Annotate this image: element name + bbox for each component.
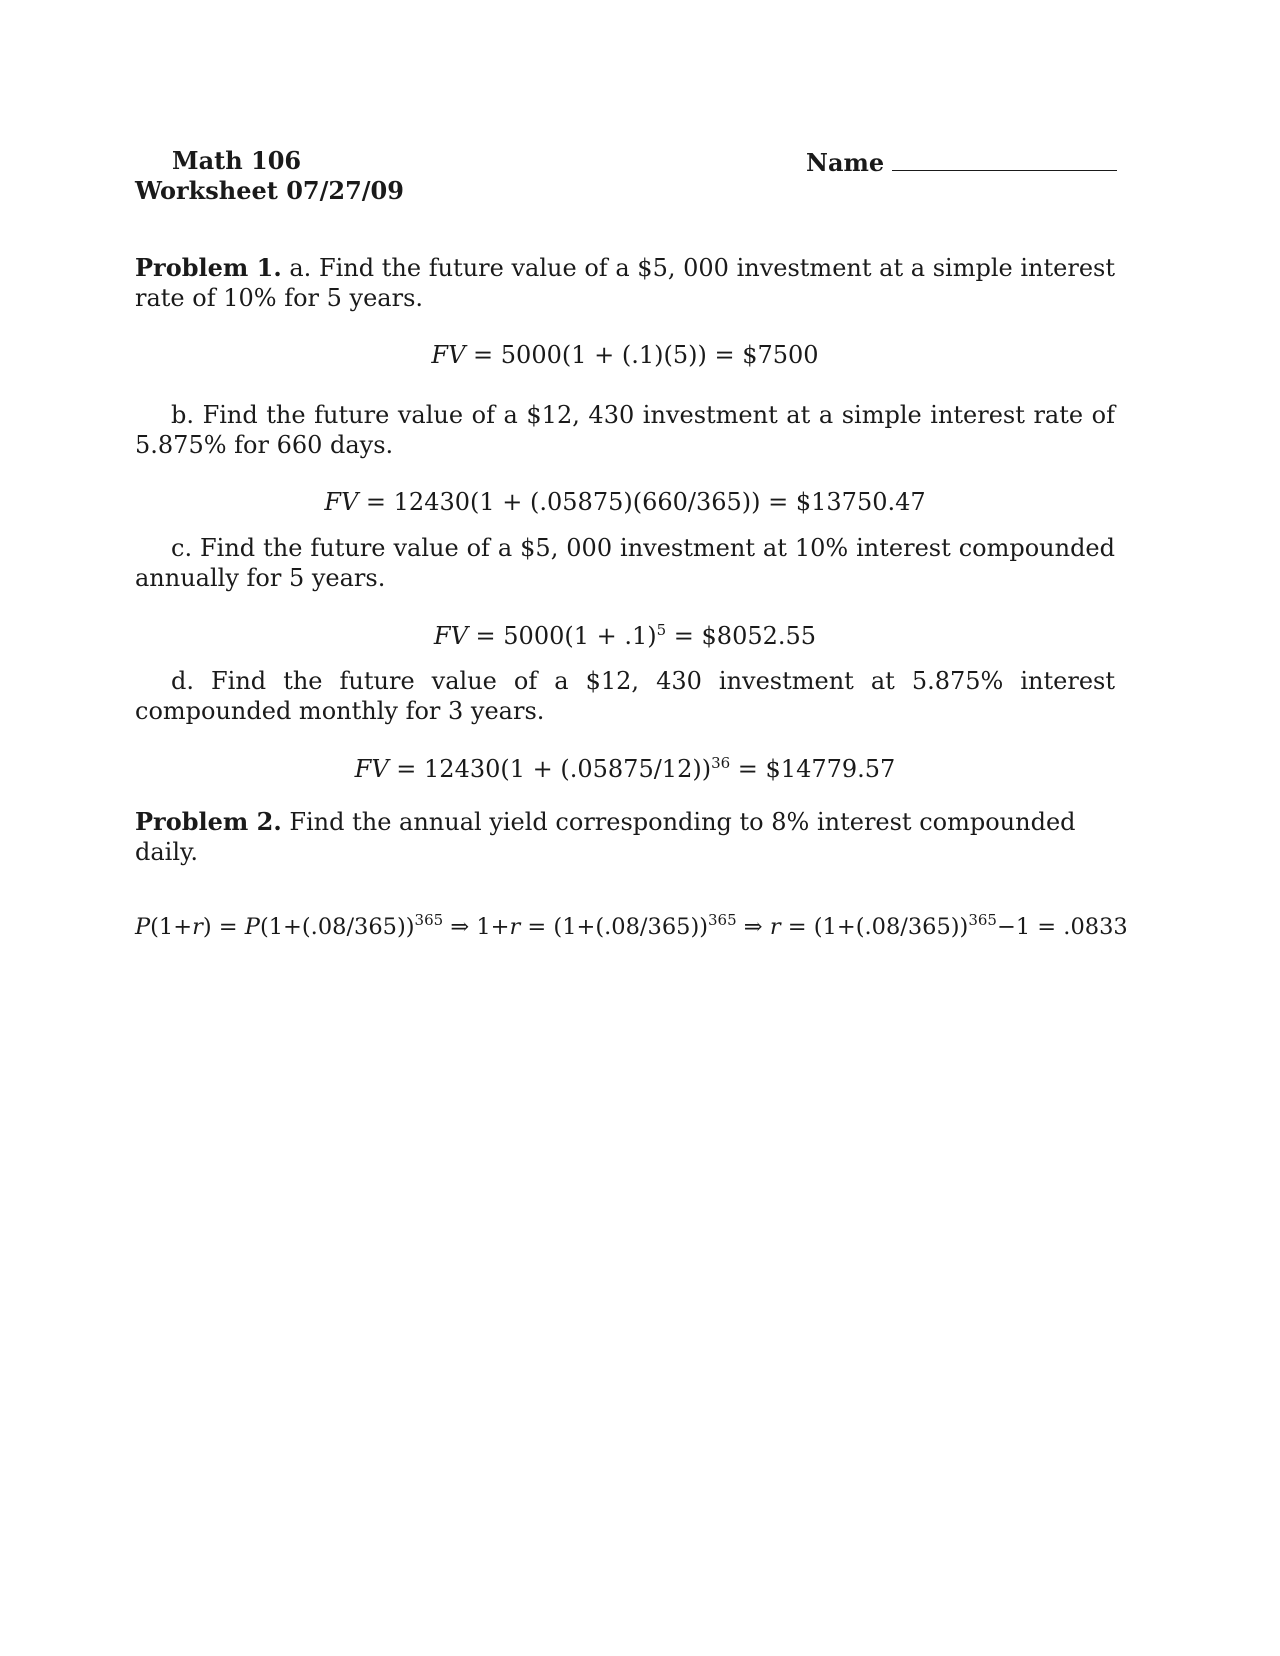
course-title: Math 106 <box>172 146 302 175</box>
problem-2-statement: Find the annual yield corresponding to 8% interest compounded daily. <box>135 808 1076 866</box>
sol-var: r <box>192 914 203 940</box>
worksheet-title: Worksheet 07/27/09 <box>135 176 404 205</box>
problem-2-text <box>135 807 1115 867</box>
sol-var: r <box>509 914 521 940</box>
problem-2-label: Problem 2. <box>135 807 282 836</box>
problem-1-label: Problem 1. <box>135 253 282 282</box>
exponent: 5 <box>656 621 667 639</box>
problem-2-solution <box>135 912 1128 942</box>
exponent: 36 <box>711 754 731 772</box>
sol-part: ⇒ <box>736 914 770 940</box>
sol-var: P <box>244 914 260 940</box>
equation-result: = $14779.57 <box>730 755 896 783</box>
problem-1b-equation <box>135 487 1115 517</box>
problem-1d-text: d. Find the future value of a $12, 430 investment at 5.875% interest compounded monthly for 3 years. <box>135 667 1115 725</box>
sol-part: ⇒ 1+ <box>443 914 510 940</box>
problem-1a-equation <box>135 340 1115 370</box>
sol-var: P <box>135 914 151 940</box>
sol-part: ) = <box>202 914 245 940</box>
exponent: 365 <box>968 911 997 929</box>
fv-symbol: FV <box>433 622 468 650</box>
problem-1a-statement: a. Find the future value of a $5, 000 investment at a simple interest rate of 10% for 5 years. <box>135 254 1115 312</box>
fv-symbol: FV <box>324 488 359 516</box>
name-label: Name <box>806 148 885 177</box>
problem-1c-equation <box>135 621 1115 651</box>
problem-1c-text: c. Find the future value of a $5, 000 investment at 10% interest compounded annually for 5 years. <box>135 534 1115 592</box>
exponent: 365 <box>708 911 737 929</box>
fv-symbol: FV <box>431 341 466 369</box>
sol-part: (1+(.08/365)) <box>259 914 415 940</box>
name-blank-line <box>892 146 1117 171</box>
sol-var: r <box>769 914 781 940</box>
equation-body: = 12430(1 + (.05875/12)) <box>388 755 712 783</box>
equation-body: = 12430(1 + (.05875)(660/365)) = $13750.47 <box>358 488 926 516</box>
exponent: 365 <box>414 911 444 929</box>
fv-symbol: FV <box>354 755 389 783</box>
problem-1a-text <box>135 253 1115 313</box>
equation-body: = 5000(1 + .1) <box>467 622 657 650</box>
sol-part: (1+ <box>150 914 193 940</box>
name-field <box>806 146 1117 178</box>
equation-body: = 5000(1 + (.1)(5)) = $7500 <box>465 341 819 369</box>
sol-part: −1 = .0833 <box>996 914 1128 940</box>
problem-1b-text: b. Find the future value of a $12, 430 investment at a simple interest rate of 5.875% for 660 days. <box>135 401 1115 459</box>
problem-1d-equation <box>135 754 1115 784</box>
equation-result: = $8052.55 <box>666 622 817 650</box>
sol-part: = (1+(.08/365)) <box>520 914 709 940</box>
sol-part: = (1+(.08/365)) <box>780 914 969 940</box>
